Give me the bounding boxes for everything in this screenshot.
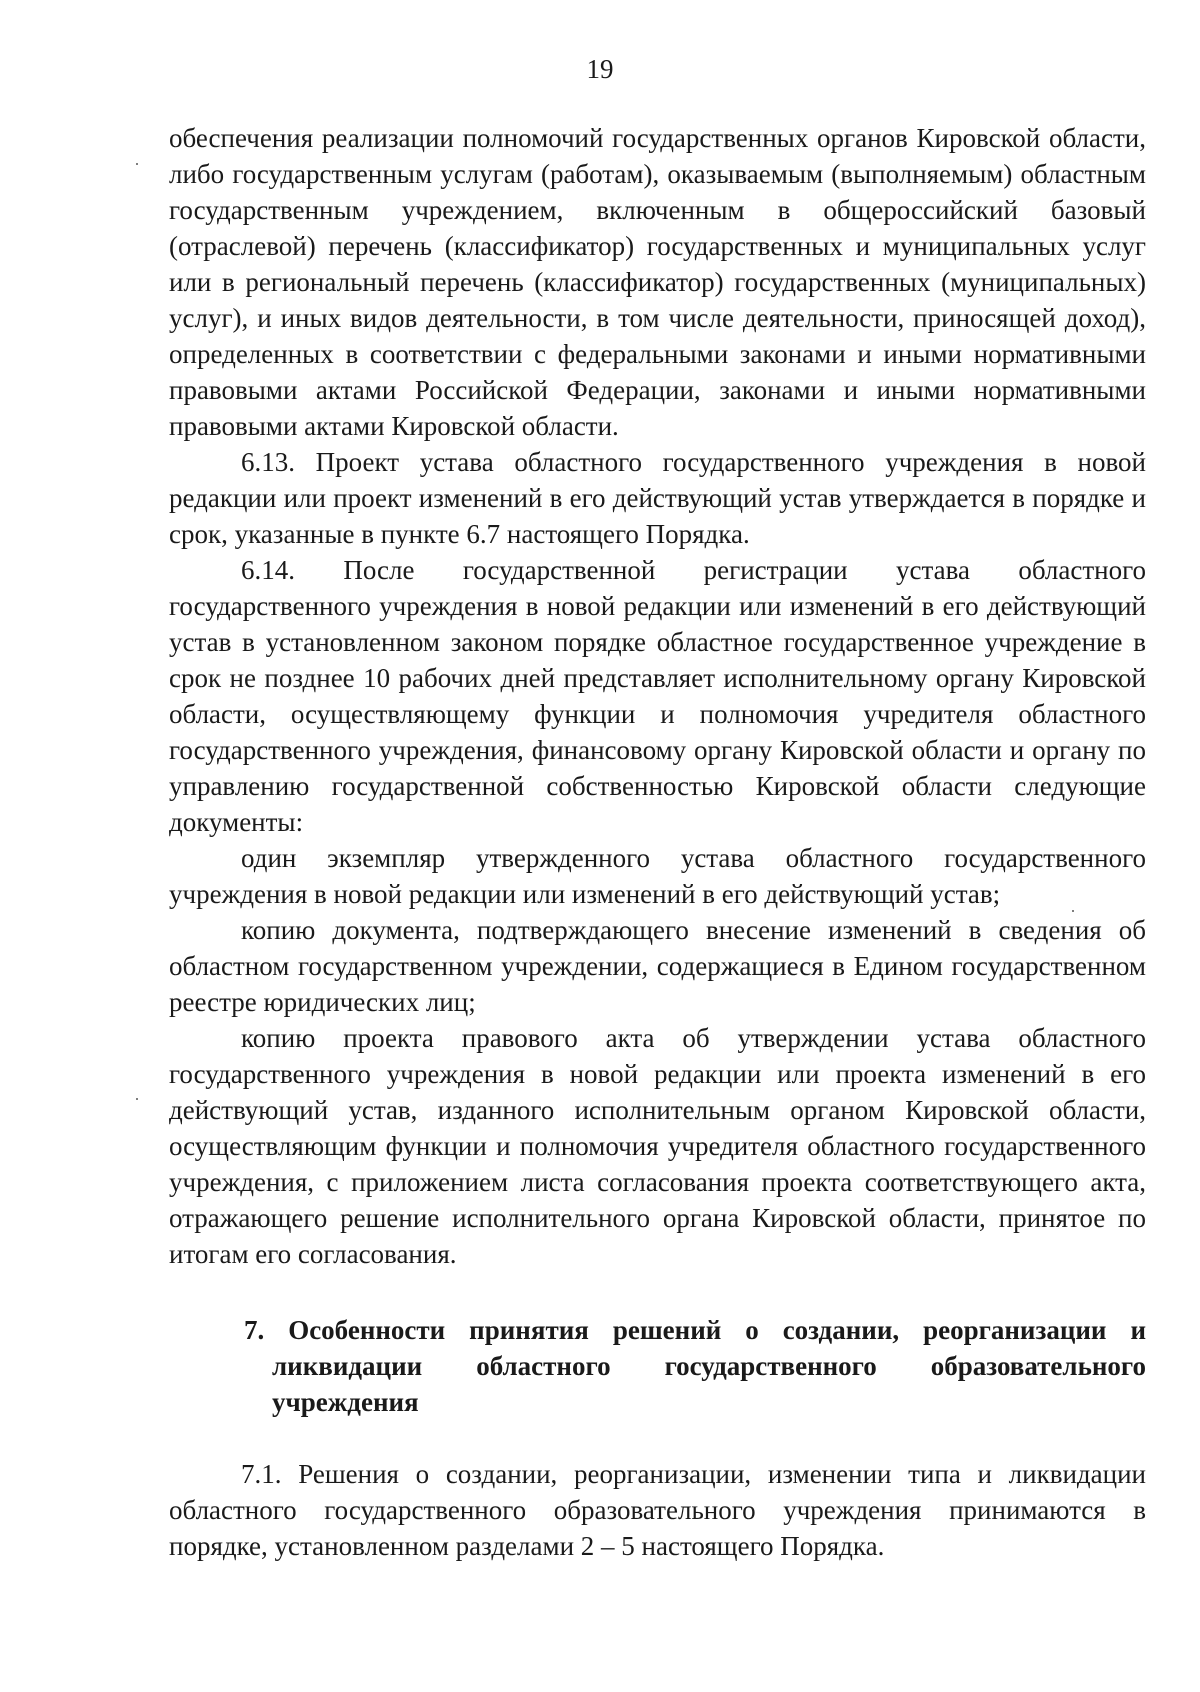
scan-speck <box>136 163 138 165</box>
paragraph-6-13: 6.13. Проект устава областного государственного учреждения в новой редакции или проект изменений в его действующий устав утверждается в порядке и срок, указанные в пункте 6.7 настоящего Порядка. <box>169 447 1146 549</box>
page-number: 19 <box>586 54 614 84</box>
paragraph-continuation: обеспечения реализации полномочий государственных органов Кировской области, либо государственным услугам (работам), оказываемым (выполняемым) областным государственным учреждением, включенным в общероссийский базовый (отраслевой) перечень (классификатор) государственных и муниципальных услуг или в региональный перечень (классификатор) государственных (муниципальных) услуг), и иных видов деятельности, в том числе деятельности, приносящей доход), определенных в соответствии с федеральными законами и иными нормативными правовыми актами Российской Федерации, законами и иными нормативными правовыми актами Кировской области. <box>169 123 1146 441</box>
list-item-registry-document: копию документа, подтверждающего внесение изменений в сведения об областном государственном учреждении, содержащиеся в Едином государственном реестре юридических лиц; <box>169 915 1146 1017</box>
list-item-legal-act-copy: копию проекта правового акта об утверждении устава областного государственного учреждения в новой редакции или проекта изменений в его действующий устав, изданного исполнительным органом Кировской области, осуществляющим функции и полномочия учредителя областного государственного учреждения, с приложением листа согласования проекта соответствующего акта, отражающего решение исполнительного органа Кировской области, принятое по итогам его согласования. <box>169 1023 1146 1269</box>
list-item-charter-copy: один экземпляр утвержденного устава областного государственного учреждения в новой редакции или изменений в его действующий устав; <box>169 843 1146 909</box>
paragraph-6-14: 6.14. После государственной регистрации устава областного государственного учреждения в новой редакции или изменений в его действующий устав в установленном законом порядке областное государственное учреждение в срок не позднее 10 рабочих дней представляет исполнительному органу Кировской области, осуществляющему функции и полномочия учредителя областного государственного учреждения, финансовому органу Кировской области и органу по управлению государственной собственностью Кировской области следующие документы: <box>169 555 1146 837</box>
section-heading: 7. Особенности принятия решений о создании, реорганизации и ликвидации областного государственного образовательного учреждения <box>244 1315 1146 1417</box>
scan-speck <box>136 1098 138 1100</box>
scan-speck <box>1072 910 1074 912</box>
paragraph-7-1: 7.1. Решения о создании, реорганизации, изменении типа и ликвидации областного государственного образовательного учреждения принимаются в порядке, установленном разделами 2 – 5 настоящего Порядка. <box>169 1459 1146 1561</box>
document-body <box>169 120 1146 1564</box>
